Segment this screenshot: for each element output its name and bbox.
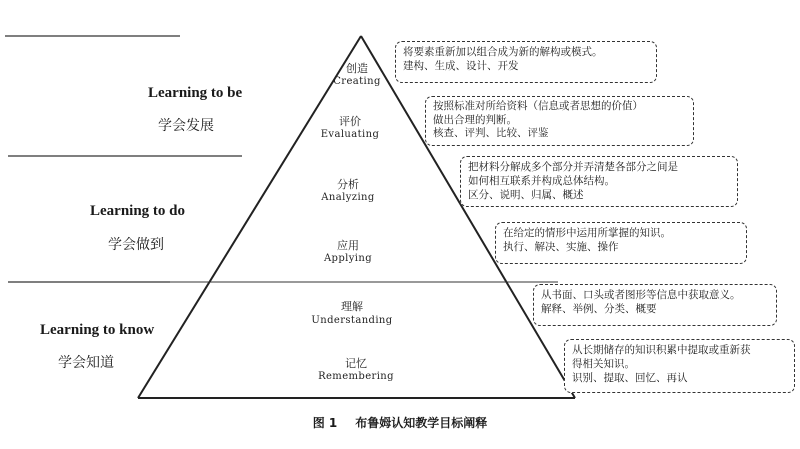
pyramid-right-edge <box>361 36 575 398</box>
description-line: 核查、评判、比较、评鉴 <box>433 127 549 139</box>
group-label-zh-do: 学会做到 <box>108 237 164 253</box>
description-line: 在给定的情形中运用所掌握的知识。 <box>503 227 671 239</box>
level-label-en-evaluating: Evaluating <box>320 129 380 140</box>
description-box-evaluating <box>425 96 694 146</box>
level-label-zh-applying: 应用 <box>337 239 359 252</box>
description-box-applying <box>495 222 747 264</box>
description-line: 把材料分解成多个部分并弄清楚各部分之间是 <box>468 161 678 173</box>
level-label-zh-remembering: 记忆 <box>345 357 367 370</box>
description-line: 建构、生成、设计、开发 <box>403 60 519 72</box>
figure-title: 布鲁姆认知教学目标阐释 <box>355 416 488 430</box>
description-line: 执行、解决、实施、操作 <box>503 241 619 253</box>
level-label-en-understanding: Understanding <box>311 315 393 326</box>
level-label-en-remembering: Remembering <box>318 371 394 382</box>
level-label-en-applying: Applying <box>323 253 373 264</box>
description-line: 得相关知识。 <box>572 358 635 370</box>
level-label-zh-creating: 创造 <box>346 62 368 75</box>
description-line: 从长期储存的知识积累中提取或重新获 <box>572 344 751 356</box>
description-line: 识别、提取、回忆、再认 <box>572 372 688 384</box>
group-label-en-know: Learning to know <box>40 322 155 338</box>
description-line: 从书面、口头或者图形等信息中获取意义。 <box>541 289 741 301</box>
description-line: 按照标准对所给资料（信息或者思想的价值） <box>433 100 643 112</box>
description-line: 将要素重新加以组合成为新的解构或模式。 <box>403 46 603 58</box>
group-label-en-be: Learning to be <box>148 85 243 101</box>
description-box-analyzing <box>460 156 738 207</box>
level-label-zh-analyzing: 分析 <box>337 178 359 191</box>
description-line: 做出合理的判断。 <box>433 113 517 126</box>
level-label-zh-evaluating: 评价 <box>339 115 361 128</box>
figure-caption <box>0 414 800 431</box>
description-line: 区分、说明、归属、概述 <box>468 189 584 201</box>
description-box-creating <box>395 41 657 83</box>
description-line: 解释、举例、分类、概要 <box>541 303 657 315</box>
level-label-en-analyzing: Analyzing <box>321 192 375 203</box>
description-line: 如何相互联系并构成总体结构。 <box>468 175 615 187</box>
group-label-en-do: Learning to do <box>90 203 186 219</box>
group-label-zh-be: 学会发展 <box>158 118 214 134</box>
group-label-zh-know: 学会知道 <box>58 355 114 371</box>
level-label-zh-understanding: 理解 <box>341 300 363 313</box>
level-label-en-creating: Creating <box>333 76 381 87</box>
figure-number: 图 1 <box>312 416 338 430</box>
description-box-remembering <box>564 339 795 393</box>
description-box-understanding <box>533 284 777 326</box>
